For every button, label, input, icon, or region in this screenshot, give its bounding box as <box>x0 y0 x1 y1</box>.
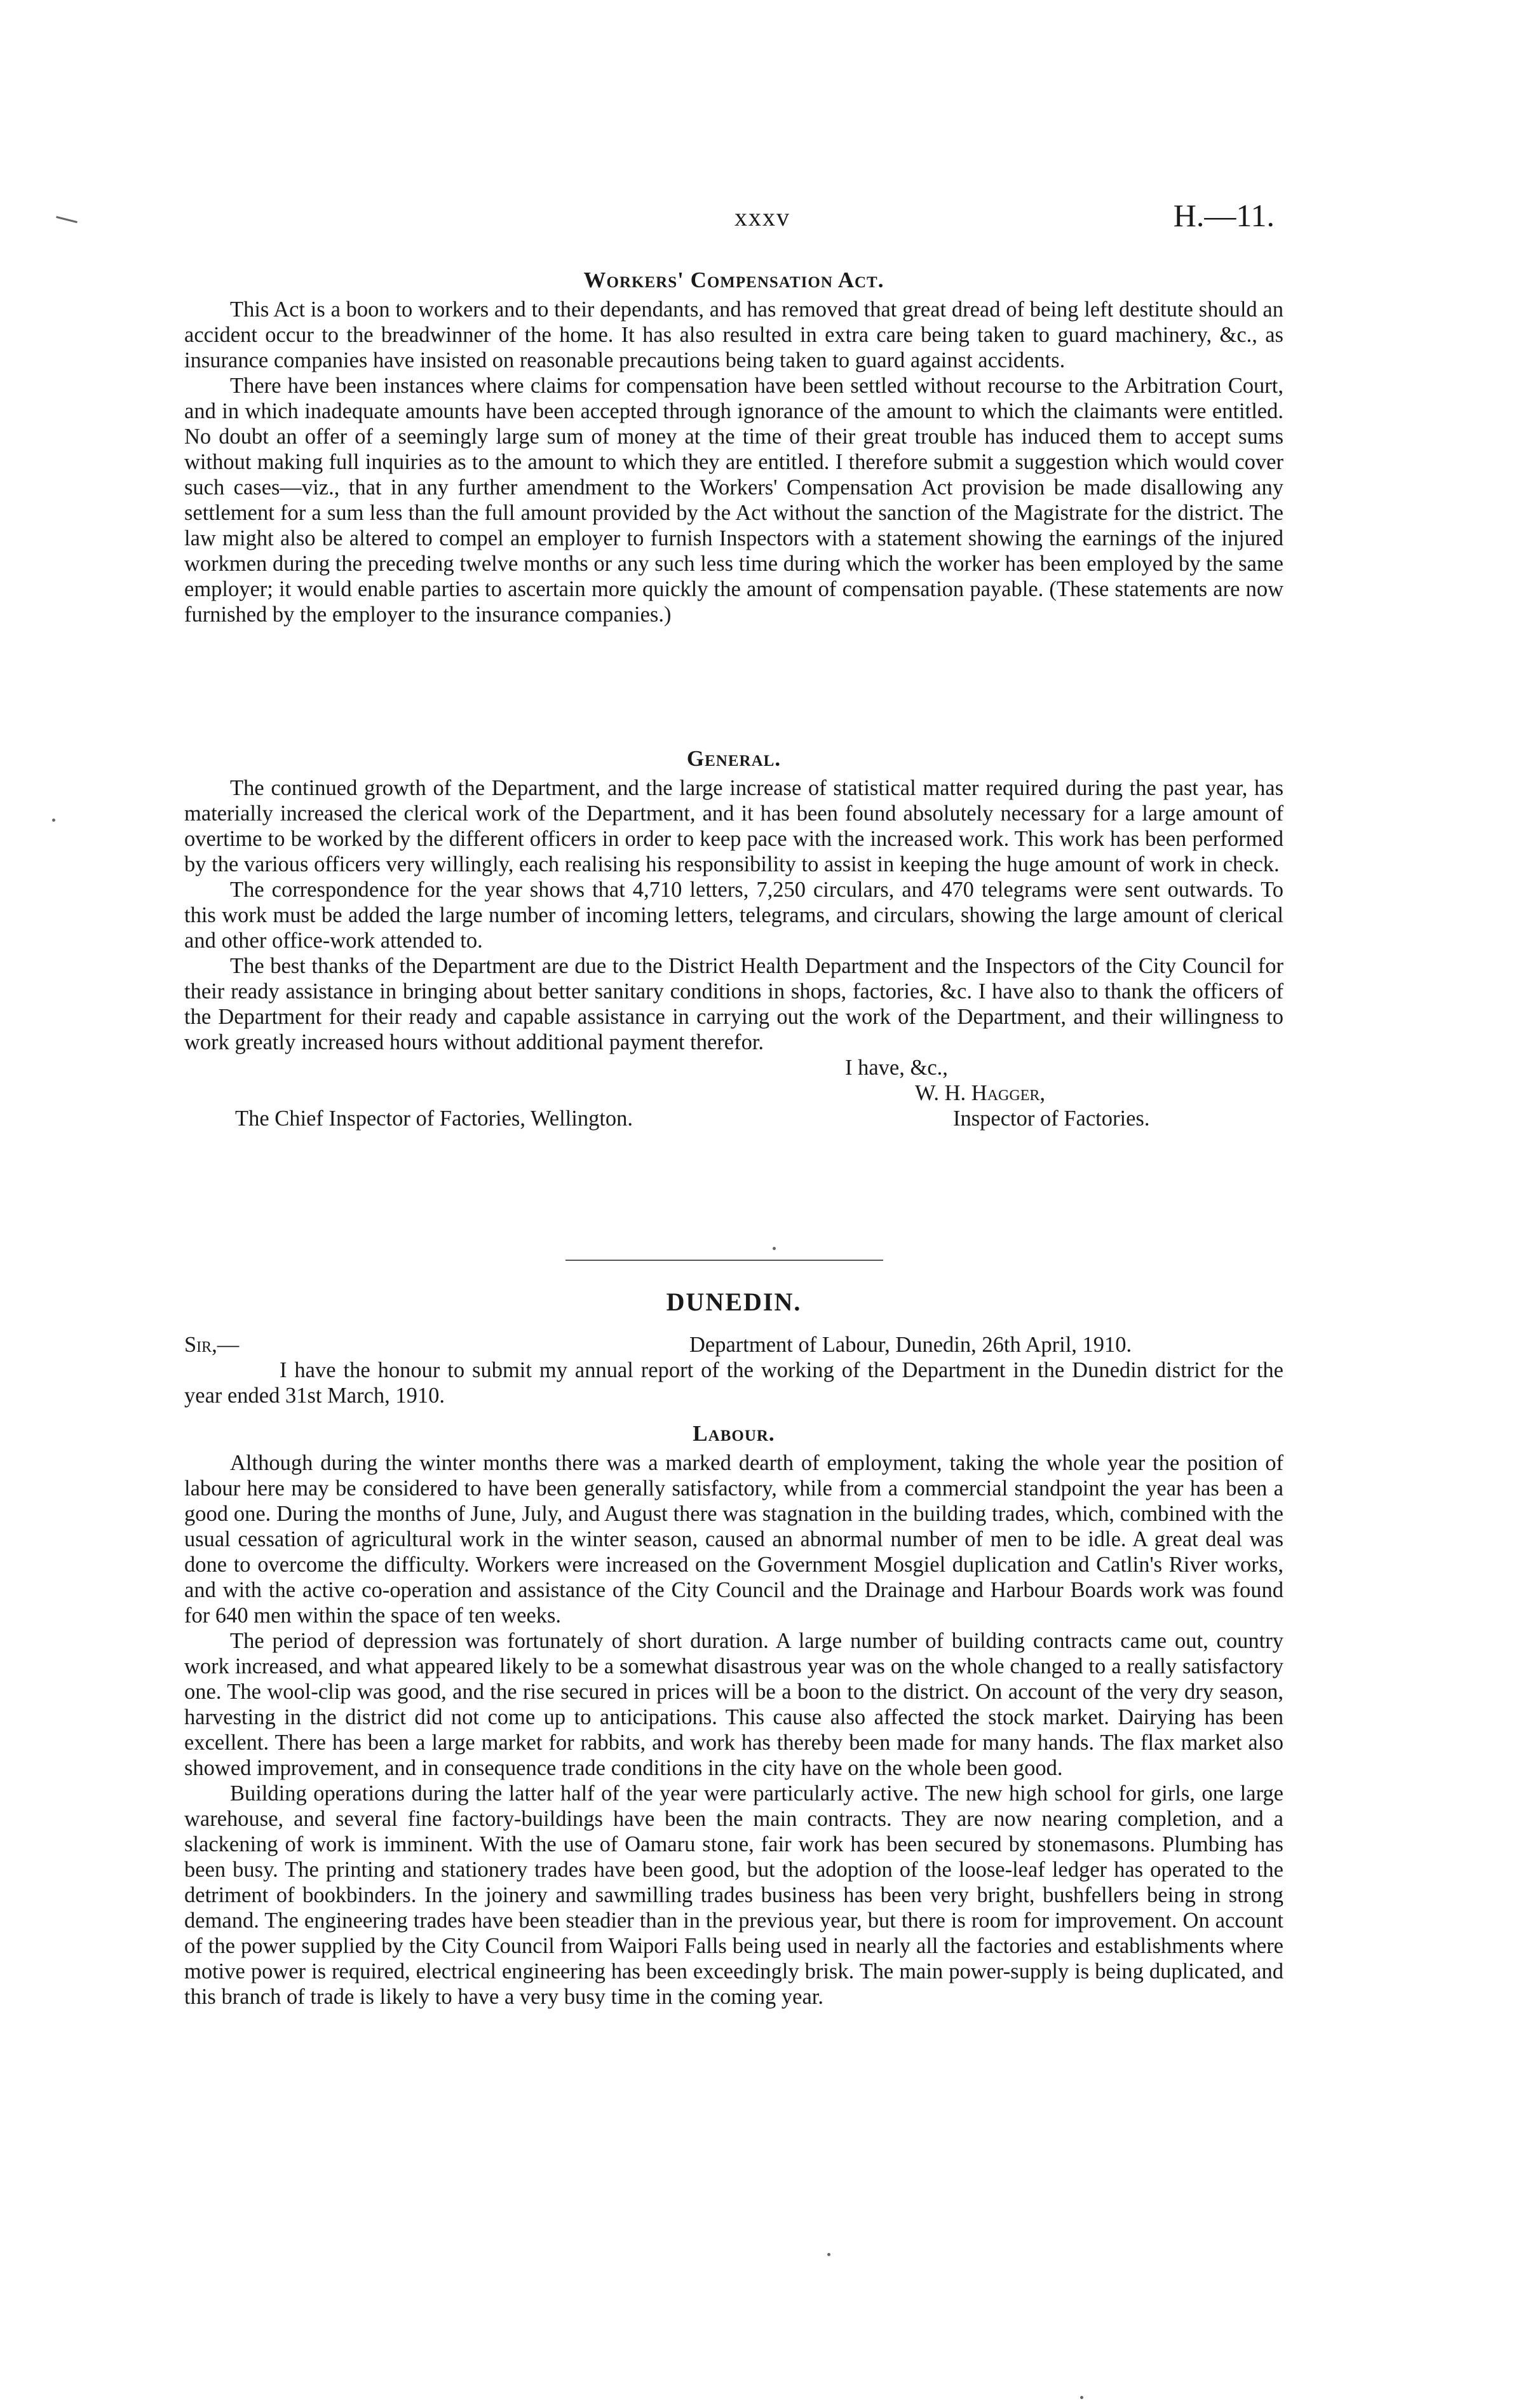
general-section <box>184 742 1283 1131</box>
signatory-row <box>184 1080 1283 1106</box>
labour-paragraph-1: Although during the winter months there was a marked dearth of employment, taking the whole year the position of labour here may be considered to have been generally satisfactory, while from a commercial standpoint the year has been a good one. During the months of June, July, and August there was stagnation in the building trades, which, combined with the usual cessation of agricultural work in the winter season, caused an abnormal number of men to be idle. A great deal was done to overcome the difficulty. Workers were increased on the Government Mosgiel duplication and Catlin's River works, and with the active co-operation and assistance of the City Council and the Drainage and Harbour Boards work was found for 640 men within the space of ten weeks. <box>184 1451 1283 1628</box>
scan-mark <box>56 216 78 223</box>
general-paragraph-2: The correspondence for the year shows that 4,710 letters, 7,250 circulars, and 470 telegrams were sent outwards. To this work must be added the large number of incoming letters, telegrams, and circulars, showing the large amount of clerical and other office-work attended to. <box>184 878 1283 953</box>
workers-comp-heading: Workers' Compensation Act. <box>583 268 884 292</box>
dunedin-intro: I have the honour to submit my annual report of the working of the Department in the Dunedin district for the year ended 31st March, 1910. <box>184 1358 1283 1408</box>
signatory-title: Inspector of Factories. <box>953 1106 1150 1131</box>
document-reference: H.—11. <box>1173 198 1275 233</box>
general-paragraph-3: The best thanks of the Department are due to the District Health Department and the Inspectors of the City Council for their ready assistance in bringing about better sanitary conditions in shops, factories, &c. I have also to thank the officers of the Department for their ready and capable assistance in carrying out the work of the Department, and their willingness to work greatly increased hours without additional payment therefor. <box>184 954 1283 1054</box>
dateline: Department of Labour, Dunedin, 26th April, 1910. <box>689 1333 1132 1357</box>
salutation: Sir,— <box>184 1333 240 1357</box>
signatory-name: W. H. Hagger, <box>915 1081 1046 1105</box>
dateline-row <box>184 1332 1283 1357</box>
page-number: xxxv <box>734 203 790 231</box>
closing-text: I have, &c., <box>845 1056 948 1080</box>
workers-comp-paragraph-1: This Act is a boon to workers and to their dependants, and has removed that great dread of being left destitute should an accident occur to the breadwinner of the home. It has also resulted in extra care being taken to guard machinery, &c., as insurance companies have insisted on reasonable precautions being taken to guard against accidents. <box>184 297 1283 372</box>
general-paragraph-1: The continued growth of the Department, and the large increase of statistical matter required during the past year, has materially increased the clerical work of the Department, and it has been found absolutely necessary for a large amount of overtime to be worked by the different officers in order to keep pace with the increased work. This work has been performed by the various officers very willingly, each realising his responsibility to assist in keeping the huge amount of work in check. <box>184 776 1283 876</box>
workers-comp-paragraph-2: There have been instances where claims for compensation have been settled without recourse to the Arbitration Court, and in which inadequate amounts have been accepted through ignorance of the amount to which the claimants were entitled. No doubt an offer of a seemingly large sum of money at the time of their great trouble has induced them to accept sums without making full inquiries as to the amount to which they are entitled. I therefore submit a suggestion which would cover such cases—viz., that in any further amendment to the Workers' Compensation Act provision be made disallowing any settlement for a sum less than the full amount provided by the Act without the sanction of the Magistrate for the district. The law might also be altered to compel an employer to furnish Inspectors with a statement showing the earnings of the injured workmen during the preceding twelve months or any such less time during which the worker has been employed by the same employer; it would enable parties to ascertain more quickly the amount of compensation payable. (These statements are now furnished by the employer to the insurance companies.) <box>184 374 1283 627</box>
scan-mark <box>1080 2396 1083 2399</box>
labour-heading: Labour. <box>693 1421 775 1446</box>
dunedin-heading: DUNEDIN. <box>666 1288 802 1316</box>
scan-mark <box>52 819 55 822</box>
addressee: The Chief Inspector of Factories, Wellington. <box>235 1106 633 1131</box>
closing-row <box>184 1055 1283 1080</box>
section-divider <box>565 1260 883 1261</box>
addressee-row <box>184 1106 1283 1131</box>
scan-mark <box>773 1247 776 1250</box>
workers-comp-section <box>184 264 1283 627</box>
scan-mark <box>827 2253 830 2256</box>
general-heading: General. <box>686 746 782 771</box>
dunedin-section <box>184 1284 1283 2010</box>
labour-paragraph-3: Building operations during the latter half of the year were particularly active. The new high school for girls, one large warehouse, and several fine factory-buildings have been the main contracts. They are now nearing completion, and a slackening of work is imminent. With the use of Oamaru stone, fair work has been secured by stonemasons. Plumbing has been busy. The printing and stationery trades have been good, but the adoption of the loose-leaf ledger has operated to the detriment of bookbinders. In the joinery and sawmilling trades business has been very bright, bushfellers being in strong demand. The engineering trades have been steadier than in the previous year, but there is room for improvement. On account of the power supplied by the City Council from Waipori Falls being used in nearly all the factories and establishments where motive power is required, electrical engineering has been exceedingly brisk. The main power-supply is being duplicated, and this branch of trade is likely to have a very busy time in the coming year. <box>184 1781 1283 2009</box>
labour-paragraph-2: The period of depression was fortunately of short duration. A large number of building contracts came out, country work increased, and what appeared likely to be a somewhat disastrous year was on the whole changed to a really satisfactory one. The wool-clip was good, and the rise secured in prices will be a boon to the district. On account of the very dry season, harvesting in the district did not come up to anticipations. This cause also affected the stock market. Dairying has been excellent. There has been a large market for rabbits, and work has thereby been made for many hands. The flax market also showed improvement, and in consequence trade conditions in the city have on the whole been good. <box>184 1629 1283 1780</box>
